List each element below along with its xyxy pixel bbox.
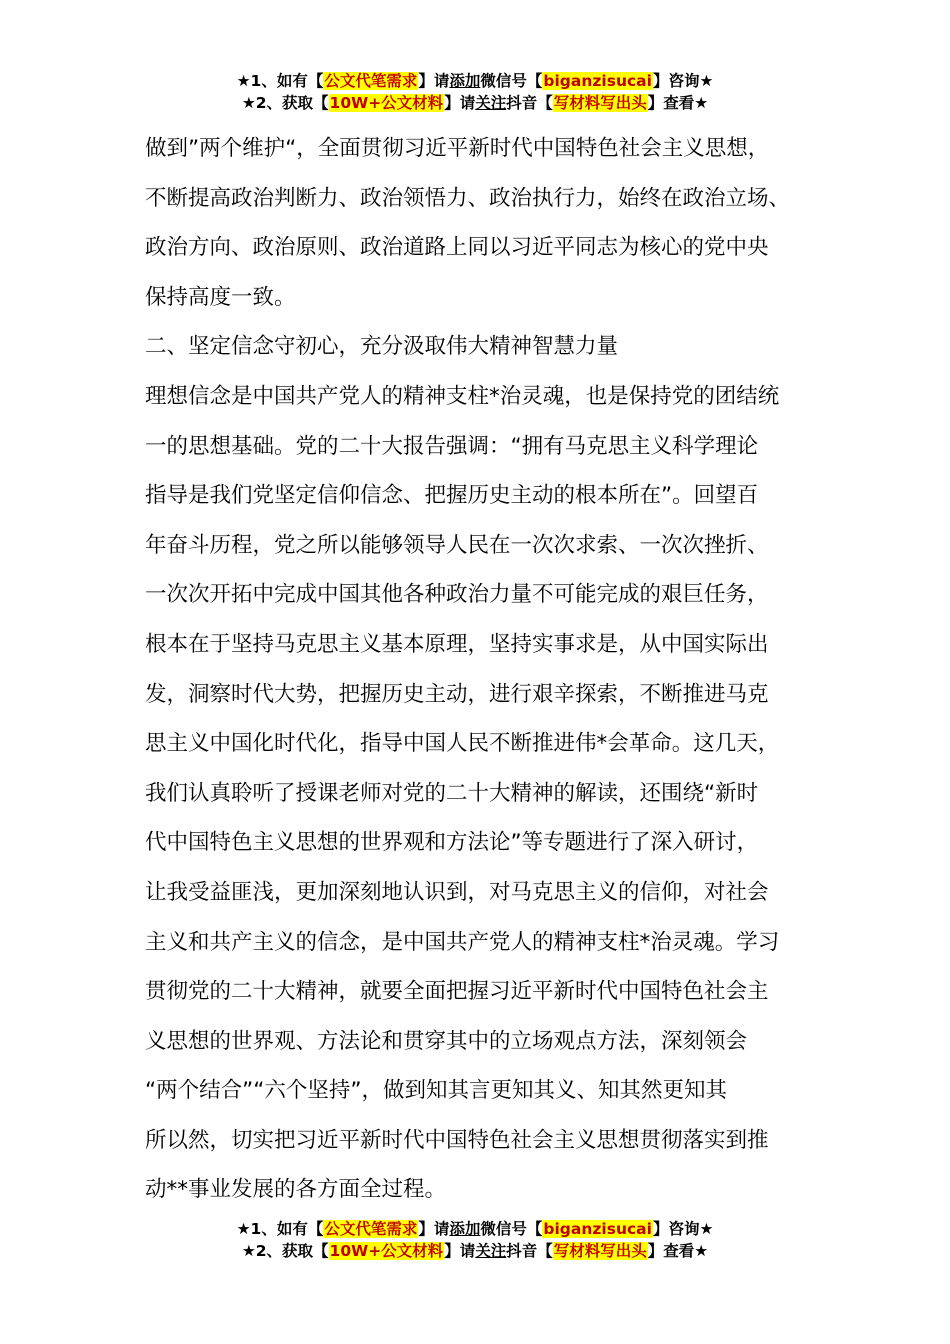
body-line: 指导是我们党坚定信仰信念、把握历史主动的根本所在”。回望百	[145, 483, 759, 509]
body-line: 代中国特色主义思想的世界观和方法论”等专题进行了深入研讨，	[145, 830, 759, 856]
highlight-douyin-account: 写材料写出头	[553, 1242, 647, 1260]
body-line: 我们认真聆听了授课老师对党的二十大精神的解读，还围绕“新时	[145, 780, 759, 806]
body-line: 思主义中国化时代化，指导中国人民不断推进伟*会革命。这几天，	[145, 731, 780, 757]
body-line: 做到”两个维护“，全面贯彻习近平新时代中国特色社会主义思想，	[145, 136, 770, 161]
body-line: 所以然，切实把习近平新时代中国特色社会主义思想贯彻落实到推	[145, 1127, 769, 1153]
body-line: 贯彻党的二十大精神，就要全面把握习近平新时代中国特色社会主	[145, 979, 769, 1005]
banner-line-2: ★2、获取【10W+公文材料】请关注抖音【写材料写出头】查看★	[241, 94, 709, 112]
highlight-materials: 10W+公文材料	[329, 94, 444, 112]
body-line: 理想信念是中国共产党人的精神支柱*治灵魂，也是保持党的团结统	[145, 383, 780, 409]
body-line: 年奋斗历程，党之所以能够领导人民在一次次求索、一次次挫折、	[145, 532, 769, 558]
highlight-materials: 10W+公文材料	[329, 1242, 444, 1260]
body-line: “两个结合”“六个坚持”，做到知其言更知其义、知其然更知其	[145, 1078, 728, 1104]
banner-line-1: ★1、如有【公文代笔需求】请添加微信号【biganzisucai】咨询★	[236, 1220, 714, 1238]
body-line: 保持高度一致。	[145, 284, 296, 310]
body-line: 一次次开拓中完成中国其他各种政治力量不可能完成的艰巨任务，	[145, 582, 769, 608]
body-line: 义思想的世界观、方法论和贯穿其中的立场观点方法，深刻领会	[145, 1028, 748, 1054]
header-banner	[0, 70, 950, 114]
body-line: 让我受益匪浅，更加深刻地认识到，对马克思主义的信仰，对社会	[145, 879, 769, 905]
highlight-wechat-id: biganzisucai	[543, 1220, 652, 1238]
body-line: 发，洞察时代大势，把握历史主动，进行艰辛探索，不断推进马克	[145, 681, 769, 707]
highlight-wechat-id: biganzisucai	[543, 72, 652, 90]
banner-line-1: ★1、如有【公文代笔需求】请添加微信号【biganzisucai】咨询★	[236, 72, 714, 90]
section-heading: 二、坚定信念守初心，充分汲取伟大精神智慧力量	[145, 334, 619, 360]
highlight-douyin-account: 写材料写出头	[553, 94, 647, 112]
body-line: 不断提高政治判断力、政治领悟力、政治执行力，始终在政治立场、	[145, 185, 791, 211]
body-line: 政治方向、政治原则、政治道路上同以习近平同志为核心的党中央	[145, 235, 769, 261]
banner-line-2: ★2、获取【10W+公文材料】请关注抖音【写材料写出头】查看★	[241, 1242, 709, 1260]
body-line: 主义和共产主义的信念，是中国共产党人的精神支柱*治灵魂。学习	[145, 929, 780, 955]
highlight-ghostwriting: 公文代笔需求	[324, 72, 418, 90]
body-line: 根本在于坚持马克思主义基本原理，坚持实事求是，从中国实际出	[145, 631, 769, 657]
document-body	[145, 124, 820, 1215]
footer-banner	[0, 1218, 950, 1262]
body-line: 一的思想基础。党的二十大报告强调：“拥有马克思主义科学理论	[145, 433, 759, 459]
highlight-ghostwriting: 公文代笔需求	[324, 1220, 418, 1238]
body-line: 动**事业发展的各方面全过程。	[145, 1177, 447, 1203]
